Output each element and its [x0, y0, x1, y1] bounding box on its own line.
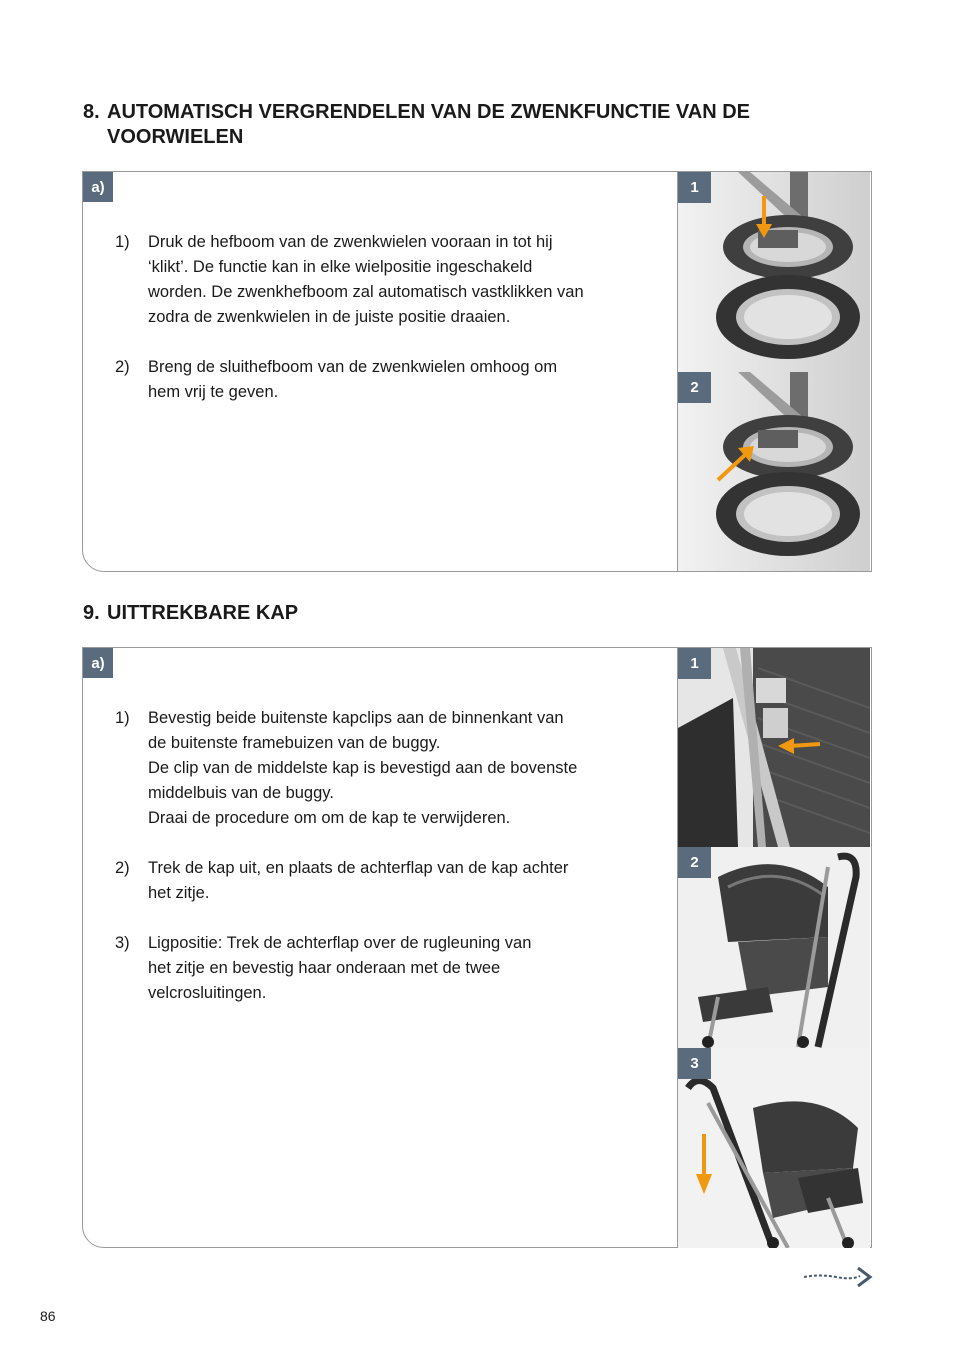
- section-8-title: [83, 100, 750, 150]
- step-number: 2): [115, 358, 130, 376]
- photo-badge: 1: [678, 648, 711, 679]
- step-number: 1): [115, 709, 130, 727]
- photo-recline-position: [678, 1048, 870, 1248]
- section-9-number: 9.: [83, 602, 100, 624]
- step-number: 3): [115, 934, 130, 952]
- section-8-tag: a): [83, 172, 113, 202]
- section-9-photos: [677, 648, 871, 1247]
- section-9-title: [83, 601, 298, 626]
- next-page-arrow-icon[interactable]: [800, 1266, 874, 1288]
- step-text: Breng de sluithefboom van de zwenkwielen omhoog om hem vrij te geven.: [148, 358, 558, 401]
- step-text: Druk de hefboom van de zwenkwielen vooraan in tot hij ‘klikt’. De functie kan in elke wielpositie ingeschakeld worden. De zwenkhefboom zal automatisch vastklikken van zodra de zwenkwielen in de juiste positie draaien.: [148, 233, 584, 326]
- photo-canopy-extended: [678, 847, 870, 1049]
- step-number: 1): [115, 233, 130, 251]
- photo-badge: 2: [678, 847, 711, 878]
- step-text: Bevestig beide buitenste kapclips aan de binnenkant van de buitenste framebuizen van de buggy. De clip van de middelste kap is bevestigd aan de bovenste middelbuis van de buggy. Draai de procedure om om de kap te verwijderen.: [148, 709, 578, 827]
- section-8-steps: [115, 230, 635, 430]
- section-8-panel: [82, 171, 872, 572]
- step-number: 2): [115, 859, 130, 877]
- section-9-steps: [115, 706, 635, 1031]
- photo-swivel-release: [678, 372, 870, 571]
- step-item: [115, 706, 635, 831]
- section-9-tag: a): [83, 648, 113, 678]
- step-text: Trek de kap uit, en plaats de achterflap van de kap achter het zitje.: [148, 859, 569, 902]
- section-8-title-line2: VOORWIELEN: [107, 126, 244, 148]
- section-8-title-line1: AUTOMATISCH VERGRENDELEN VAN DE ZWENKFUNCTIE VAN DE: [107, 101, 750, 123]
- section-9-panel: [82, 647, 872, 1248]
- section-8-number: 8.: [83, 101, 100, 123]
- photo-badge: 1: [678, 172, 711, 203]
- page-number: 86: [40, 1308, 56, 1324]
- step-text: Ligpositie: Trek de achterflap over de rugleuning van het zitje en bevestig haar onderaan met de twee velcrosluitingen.: [148, 934, 532, 1002]
- section-8-photos: [677, 172, 871, 571]
- photo-swivel-lock: [678, 172, 870, 373]
- photo-badge: 3: [678, 1048, 711, 1079]
- step-item: [115, 856, 635, 906]
- step-item: [115, 230, 635, 330]
- step-item: [115, 355, 635, 405]
- step-item: [115, 931, 635, 1006]
- photo-canopy-clip: [678, 648, 870, 848]
- photo-badge: 2: [678, 372, 711, 403]
- section-9-title-text: UITTREKBARE KAP: [107, 602, 299, 624]
